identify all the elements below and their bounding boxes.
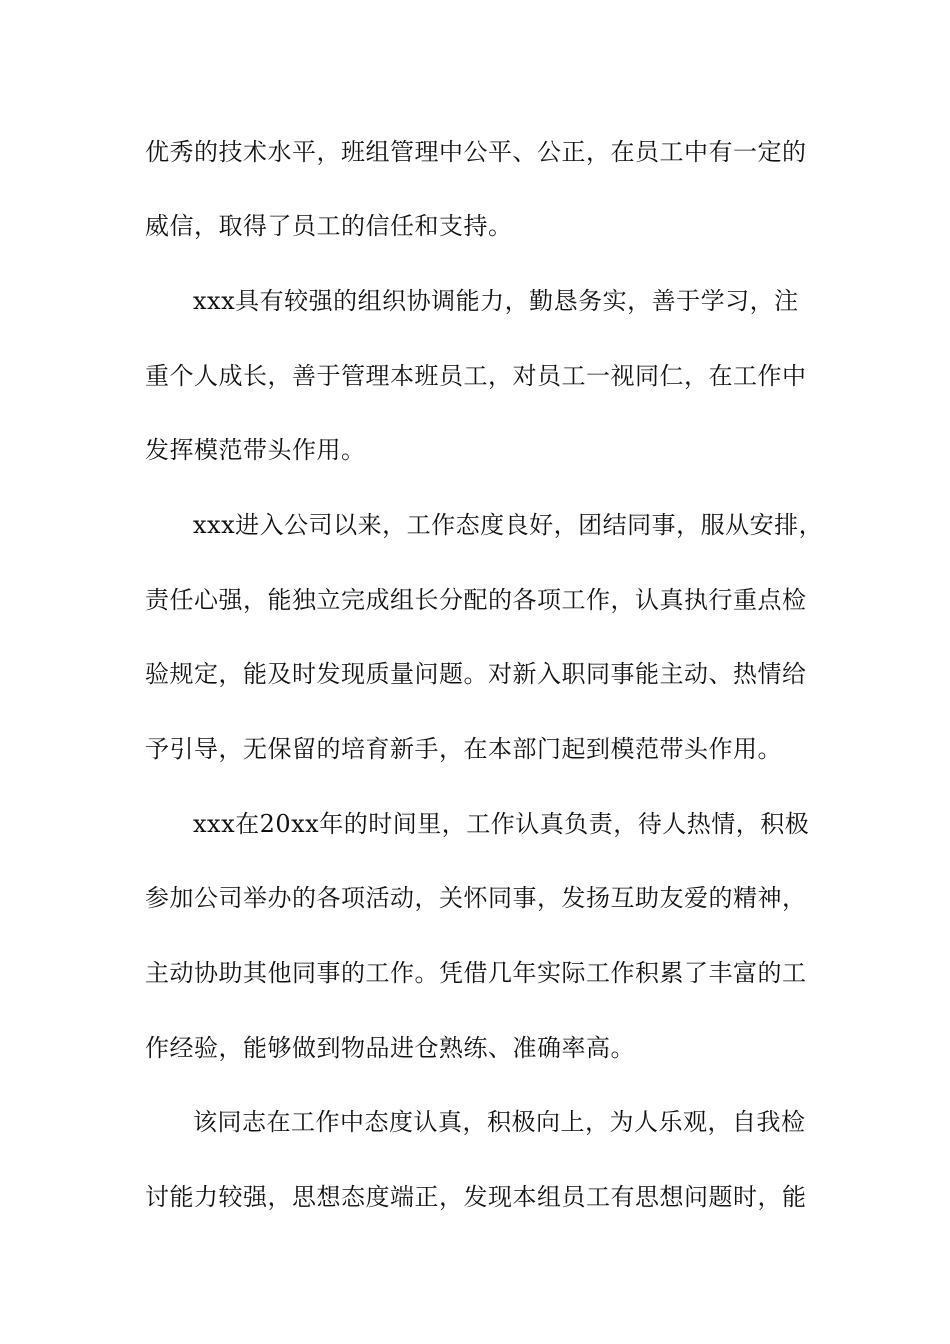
text-line: 发挥模范带头作用。 — [145, 436, 366, 464]
text-line: 重个人成长，善于管理本班员工，对员工一视同仁，在工作中 — [145, 362, 807, 390]
text-line: 责任心强，能独立完成组长分配的各项工作，认真执行重点检 — [145, 586, 807, 614]
text-line: 作经验，能够做到物品进仓熟练、准确率高。 — [145, 1034, 635, 1062]
text-line: 威信，取得了员工的信任和支持。 — [145, 212, 513, 240]
paragraph-first-line: xxx在20xx年的时间里，工作认真负责，待人热情，积极 — [193, 810, 810, 838]
text-line: 参加公司举办的各项活动，关怀同事，发扬互助友爱的精神， — [145, 884, 807, 912]
text-line: 验规定，能及时发现质量问题。对新入职同事能主动、热情给 — [145, 660, 807, 688]
text-line: 讨能力较强，思想态度端正，发现本组员工有思想问题时，能 — [145, 1183, 807, 1211]
paragraph-first-line: 该同志在工作中态度认真，积极向上，为人乐观，自我检 — [193, 1108, 806, 1136]
paragraph-first-line: xxx具有较强的组织协调能力，勤恳务实，善于学习，注 — [193, 287, 799, 315]
text-line: 主动协助其他同事的工作。凭借几年实际工作积累了丰富的工 — [145, 959, 807, 987]
paragraph-first-line: xxx进入公司以来，工作态度良好，团结同事，服从安排， — [193, 511, 824, 539]
text-line: 予引导，无保留的培育新手，在本部门起到模范带头作用。 — [145, 735, 782, 763]
text-line: 优秀的技术水平，班组管理中公平、公正，在员工中有一定的 — [145, 138, 807, 166]
